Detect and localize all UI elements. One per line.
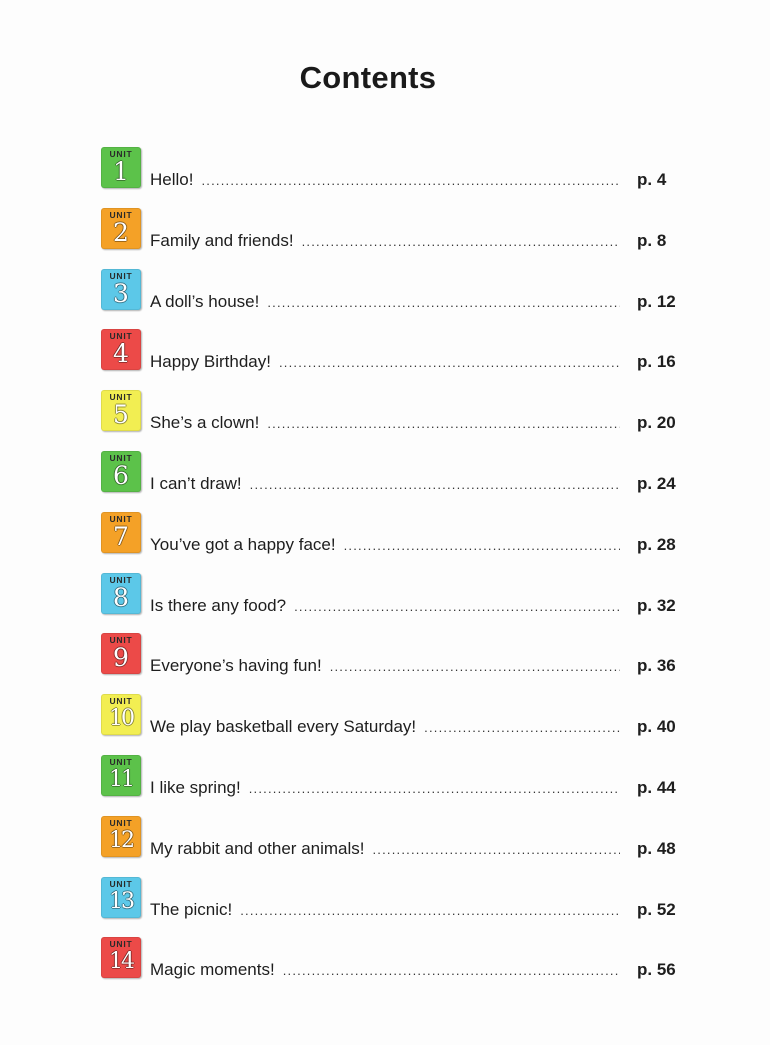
page-number: p. 32 [637,595,676,615]
unit-label: UNIT [109,574,133,585]
contents-entry-unit-11[interactable] [0,755,770,816]
entry-line [150,352,620,374]
entry-line [150,717,620,739]
unit-badge [101,512,141,553]
unit-title: Is there any food? [150,595,287,615]
contents-entry-unit-3[interactable] [0,269,770,330]
unit-badge [101,147,141,188]
dot-leader [283,963,620,978]
unit-number: 3 [113,278,129,308]
entry-line [150,535,620,557]
entry-line [150,778,620,800]
unit-badge [101,390,141,431]
unit-label: UNIT [109,270,133,281]
dot-leader [294,599,620,614]
entry-line [150,231,620,253]
unit-badge [101,451,141,492]
contents-entry-unit-13[interactable] [0,877,770,938]
contents-entry-unit-5[interactable] [0,390,770,451]
dot-leader [249,781,620,796]
contents-entry-unit-9[interactable] [0,633,770,694]
page-number: p. 4 [637,170,667,189]
page-number: p. 20 [637,413,676,433]
unit-title: We play basketball every Saturday! [150,717,417,737]
unit-label: UNIT [109,513,133,524]
dot-leader [240,903,620,918]
page-number: p. 12 [637,291,676,311]
unit-title: I can’t draw! [150,473,242,493]
unit-badge [101,937,141,978]
unit-label: UNIT [109,635,133,646]
entry-line [150,474,620,496]
entry-line [150,596,620,618]
unit-label: UNIT [109,149,133,159]
contents-entry-unit-8[interactable] [0,573,770,634]
unit-number: 8 [113,582,129,612]
entry-line [150,170,620,192]
unit-badge [101,816,141,857]
entry-line [150,413,620,435]
unit-label: UNIT [109,878,133,889]
unit-title: Everyone’s having fun! [150,656,322,676]
unit-label: UNIT [109,331,133,342]
unit-number: 10 [109,706,133,732]
unit-number: 14 [109,949,133,975]
unit-label: UNIT [109,817,133,828]
page-number: p. 48 [637,838,676,858]
entry-line [150,900,620,922]
unit-label: UNIT [109,696,133,707]
unit-number: 5 [113,400,129,430]
contents-entry-unit-1[interactable] [0,147,770,208]
page-number: p. 28 [637,534,676,554]
unit-title: I like spring! [150,777,241,797]
entry-line [150,656,620,678]
unit-title: The picnic! [150,899,233,919]
dot-leader [373,842,621,857]
dot-leader [302,234,620,249]
contents-entry-unit-12[interactable] [0,816,770,877]
unit-label: UNIT [109,939,133,950]
unit-title: Magic moments! [150,960,275,980]
dot-leader [201,173,620,188]
unit-badge [101,573,141,614]
unit-label: UNIT [109,756,133,767]
page-number: p. 40 [637,717,676,737]
unit-badge [101,755,141,796]
contents-entry-unit-7[interactable] [0,512,770,573]
unit-number: 11 [109,766,133,792]
unit-number: 6 [113,460,129,490]
unit-badge [101,694,141,735]
entry-line [150,839,620,861]
unit-label: UNIT [109,392,133,403]
unit-badge [101,633,141,674]
dot-leader [279,355,620,370]
unit-number: 12 [109,827,133,853]
dot-leader [330,659,620,674]
contents-entry-unit-14[interactable] [0,937,770,998]
unit-number: 2 [113,217,129,247]
unit-title: Happy Birthday! [150,352,271,372]
unit-number: 13 [109,888,133,914]
unit-number: 7 [113,521,129,551]
unit-title: A doll’s house! [150,291,260,311]
page-number: p. 16 [637,352,676,372]
unit-title: Hello! [150,170,194,189]
unit-label: UNIT [109,452,133,463]
unit-badge [101,208,141,249]
page-number: p. 24 [637,473,676,493]
entry-line [150,960,620,982]
contents-entry-unit-10[interactable] [0,694,770,755]
dot-leader [424,720,620,735]
entry-line [150,292,620,314]
contents-entry-unit-6[interactable] [0,451,770,512]
page-number: p. 44 [637,777,676,797]
unit-badge [101,269,141,310]
contents-entry-unit-4[interactable] [0,329,770,390]
page-number: p. 8 [637,230,667,250]
page-number: p. 52 [637,899,676,919]
contents-entry-unit-2[interactable] [0,208,770,269]
page-number: p. 56 [637,960,676,980]
unit-badge [101,329,141,370]
contents-list [0,147,770,998]
unit-number: 4 [113,339,129,369]
unit-number: 9 [113,643,129,673]
dot-leader [250,477,620,492]
unit-label: UNIT [109,209,133,220]
dot-leader [344,538,620,553]
unit-title: My rabbit and other animals! [150,838,365,858]
unit-badge [101,877,141,918]
unit-title: You’ve got a happy face! [150,534,336,554]
dot-leader [267,416,620,431]
unit-title: Family and friends! [150,230,294,250]
dot-leader [267,295,620,310]
unit-number: 1 [113,157,129,186]
unit-title: She’s a clown! [150,413,260,433]
page-number: p. 36 [637,656,676,676]
page-title: Contents [299,60,437,95]
